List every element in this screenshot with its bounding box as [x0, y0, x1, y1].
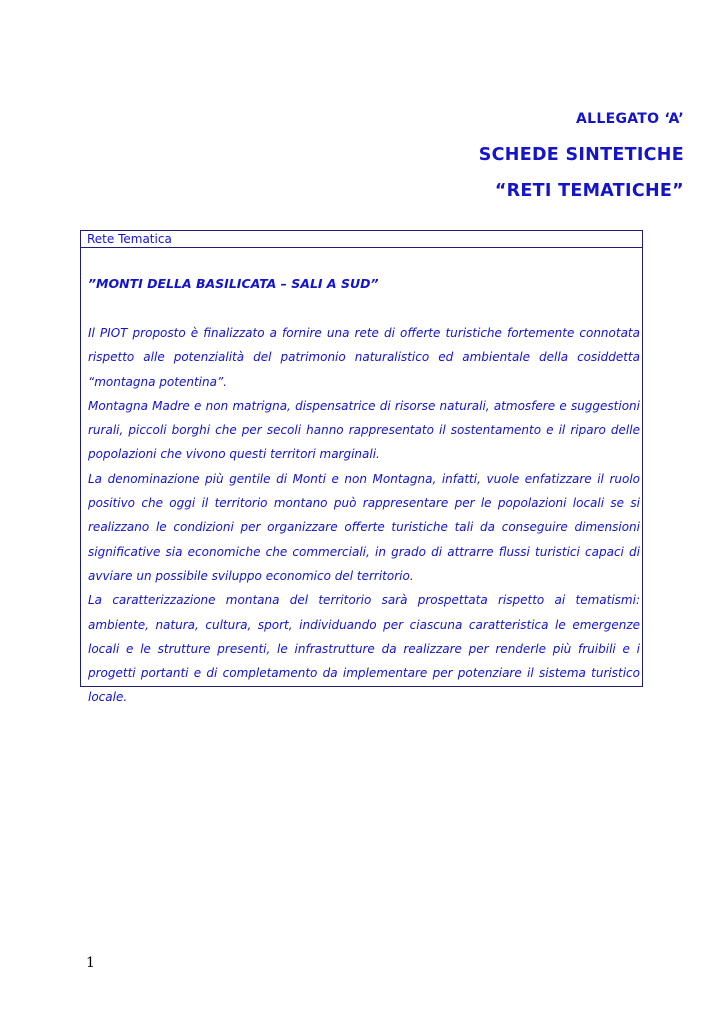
- paragraph-3: La denominazione più gentile di Monti e non Montagna, infatti, vuole enfatizzare il ruolo positivo che oggi il territorio montano può rappresentare per le popolazioni locali se si realizzano le condizioni per organizzare offerte turistiche tali da conseguire dimensioni significative sia economiche che commerciali, in grado di attrarre flussi turistici capaci di avviare un possibile sviluppo economico del territorio.: [88, 471, 640, 583]
- schede-heading: SCHEDE SINTETICHE: [478, 145, 684, 165]
- paragraph-1: Il PIOT proposto è finalizzato a fornire una rete di offerte turistiche fortemente connotata rispetto alle potenzialità del patrimonio naturalistico ed ambientale della cosiddetta “montagna potentina”.: [88, 326, 640, 389]
- box-body: [88, 321, 640, 710]
- page-number: 1: [86, 955, 95, 971]
- paragraph-4: La caratterizzazione montana del territorio sarà prospettata rispetto ai tematismi: ambiente, natura, cultura, sport, individuando per ciascuna caratteristica le emergenze locali e le strutture presenti, le infrastrutture da realizzare per renderle più fruibili e i progetti portanti e di completamento da implementare per potenziare il sistema turistico locale.: [88, 593, 640, 705]
- allegato-heading: ALLEGATO ‘A’: [576, 111, 684, 127]
- box-title: ”MONTI DELLA BASILICATA – SALI A SUD”: [88, 276, 379, 291]
- rete-tematica-box: [80, 230, 643, 705]
- paragraph-2: Montagna Madre e non matrigna, dispensatrice di risorse naturali, atmosfere e suggestioni rurali, piccoli borghi che per secoli hanno rappresentato il sostentamento e il riparo delle popolazioni che vivono questi territori marginali.: [88, 398, 640, 462]
- box-label: Rete Tematica: [81, 231, 642, 248]
- reti-heading: “RETI TEMATICHE”: [494, 181, 684, 201]
